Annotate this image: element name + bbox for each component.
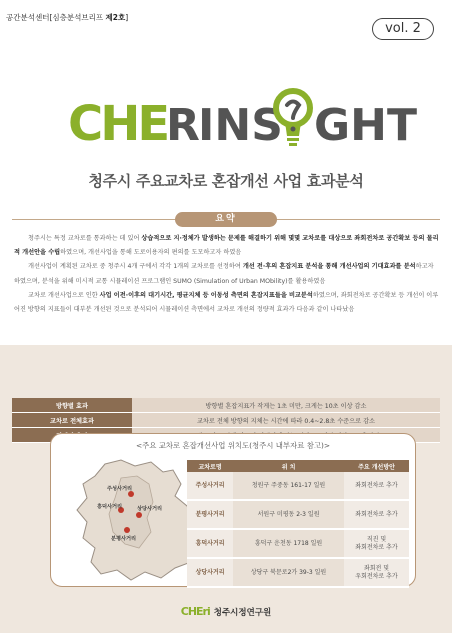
table-row: 상당사거리 상당구 북문로2가 39-3 일원 좌회전 및 우회전차로 추가 (187, 558, 409, 587)
map-label: 흥덕사거리 (97, 504, 123, 510)
map-label: 주성사거리 (107, 486, 133, 492)
summary-paragraph: 교차로 개선사업으로 인한 사업 이전·이후의 대기시간, 평균지체 등 이동성 측면의 혼잡지표들을 비교분석하였으며, 좌회전차로 공간확보 등 개선이 이루어진 방향의 지표들이 대부분 개선된 것으로 분석되어 시뮬레이션 측면에서 교차로 개선의 정량적 효과가 다음과 같이 나타났음 (14, 291, 439, 314)
table-row: 방향별 효과 방향별 혼잡지표가 작게는 1초 미만, 크게는 10초 이상 감소 (12, 398, 440, 413)
footer-institute: CHEri 청주시정연구원 (180, 605, 272, 618)
column-header: 위 치 (233, 460, 344, 472)
intersection-table (187, 460, 409, 588)
map-point (136, 512, 142, 518)
cheri-insight-logo (68, 84, 417, 154)
map-label: 분평사거리 (111, 536, 137, 542)
table-row: 분평사거리 서원구 미평동 2-3 일원 좌회전차로 추가 (187, 500, 409, 529)
map-point (124, 527, 130, 533)
location-title: <주요 교차로 혼잡개선사업 위치도(청주시 내부자료 참고)> (135, 441, 331, 450)
table-row: 주성사거리 청원구 주중동 161-17 일원 좌회전차로 추가 (187, 472, 409, 500)
column-header: 주요 개선방안 (344, 460, 409, 472)
location-panel (50, 433, 416, 587)
cheri-mini-logo: CHEri (180, 605, 210, 618)
summary-paragraph: 청주시는 특정 교차로를 통과하는 데 있어 상습적으로 지·정체가 발생하는 문제를 해결하기 위해 몇몇 교차로를 대상으로 좌회전차로 공간확보 등의 물리적 개선안을 수립하였으며, 개선사업을 통해 도로이용자의 편의를 도모하고자 하였음 (14, 235, 439, 257)
table-row: 흥덕사거리 흥덕구 운천동 1718 일원 직진 및 좌회전차로 추가 (187, 529, 409, 558)
page-title: 청주시 주요교차로 혼잡개선 사업 효과분석 (88, 172, 364, 190)
column-header: 교차로명 (187, 460, 233, 472)
series-label: 공간분석센터[심층분석브리프 제2호] (6, 13, 129, 22)
table-row: 교차로 전체효과 교차로 전체 방향의 지체는 시간에 따라 0.4~2.8초 수준으로 감소 (12, 413, 440, 428)
volume-badge: vol. 2 (372, 18, 434, 40)
svg-text:CHE: CHE (68, 96, 168, 152)
summary-body (14, 232, 440, 317)
cheongju-map (65, 458, 207, 582)
summary-label: 요약 (175, 212, 277, 227)
map-label: 상당사거리 (137, 506, 163, 512)
svg-text:R: R (166, 100, 200, 151)
summary-paragraph: 개선사업이 계획된 교차로 중 청주시 4개 구에서 각각 1개의 교차로를 선정하여 개선 전·후의 혼잡지표 분석을 통해 개선사업의 기대효과를 분석하고자 하였으며, 분석을 위해 미시적 교통 시뮬레이션 프로그램인 SUMO (Simulation of Urban MObility)를 활용하였음 (14, 263, 434, 285)
svg-text:GHT: GHT (314, 100, 417, 151)
svg-text:INS: INS (198, 100, 283, 151)
